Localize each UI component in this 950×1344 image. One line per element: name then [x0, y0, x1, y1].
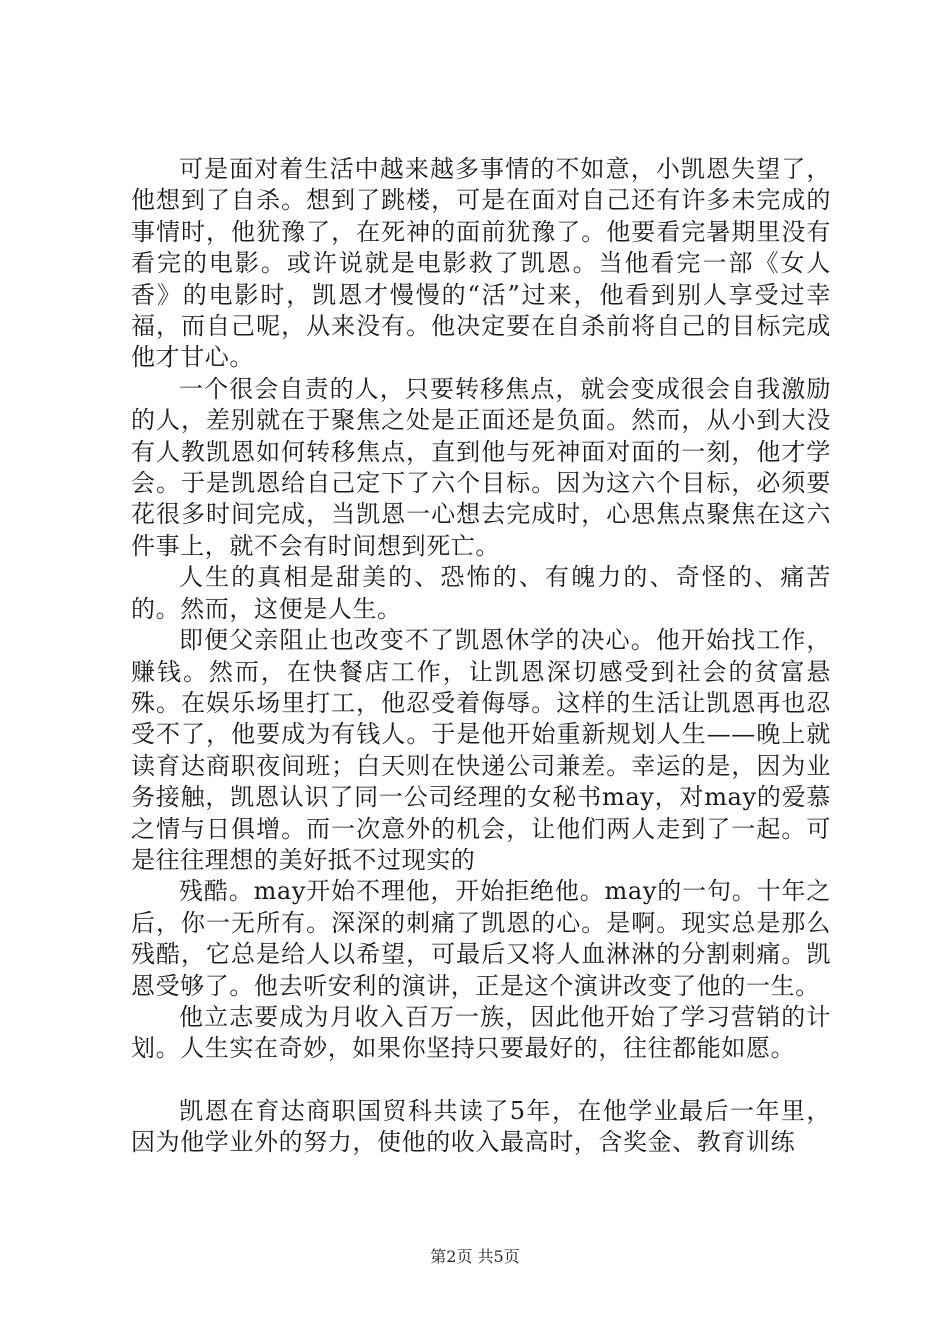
- paragraph-7: 凯恩在育达商职国贸科共读了5年，在他学业最后一年里，因为他学业外的努力，使他的收入最高时，含奖金、教育训练: [131, 1096, 831, 1157]
- document-body: [131, 154, 831, 1159]
- paragraph-3: 人生的真相是甜美的、恐怖的、有魄力的、奇怪的、痛苦的。然而，这便是人生。: [131, 563, 831, 623]
- paragraph-4: 即便父亲阻止也改变不了凯恩休学的决心。他开始找工作，赚钱。然而，在快餐店工作，让凯恩深切感受到社会的贫富悬殊。在娱乐场里打工，他忍受着侮辱。这样的生活让凯恩再也忍受不了，他要成为有钱人。于是他开始重新规划人生——晚上就读育达商职夜间班；白天则在快递公司兼差。幸运的是，因为业务接触，凯恩认识了同一公司经理的女秘书may，对may的爱慕之情与日俱增。而一次意外的机会，让他们两人走到了一起。可是往往理想的美好抵不过现实的: [131, 626, 831, 874]
- paragraph-5: 残酷。may开始不理他，开始拒绝他。may的一句。十年之后，你一无所有。深深的刺痛了凯恩的心。是啊。现实总是那么残酷，它总是给人以希望，可最后又将人血淋淋的分割刺痛。凯恩受够了。他去听安利的演讲，正是这个演讲改变了他的一生。: [131, 877, 831, 1000]
- page-number-footer: 第2页 共5页: [430, 1247, 520, 1266]
- paragraph-6: 他立志要成为月收入百万一族，因此他开始了学习营销的计划。人生实在奇妙，如果你坚持只要最好的，往往都能如愿。: [131, 1002, 831, 1063]
- paragraph-2: 一个很会自责的人，只要转移焦点，就会变成很会自我激励的人，差别就在于聚焦之处是正面还是负面。然而，从小到大没有人教凯恩如何转移焦点，直到他与死神面对面的一刻，他才学会。于是凯恩给自己定下了六个目标。因为这六个目标，必须要花很多时间完成，当凯恩一心想去完成时，心思焦点聚焦在这六件事上，就不会有时间想到死亡。: [131, 374, 831, 560]
- paragraph-1: 可是面对着生活中越来越多事情的不如意，小凯恩失望了，他想到了自杀。想到了跳楼，可是在面对自己还有许多未完成的事情时，他犹豫了，在死神的面前犹豫了。他要看完暑期里没有看完的电影。或许说就是电影救了凯恩。当他看完一部《女人香》的电影时，凯恩才慢慢的“活”过来，他看到别人享受过幸福，而自己呢，从来没有。他决定要在自杀前将自己的目标完成他才甘心。: [131, 155, 831, 372]
